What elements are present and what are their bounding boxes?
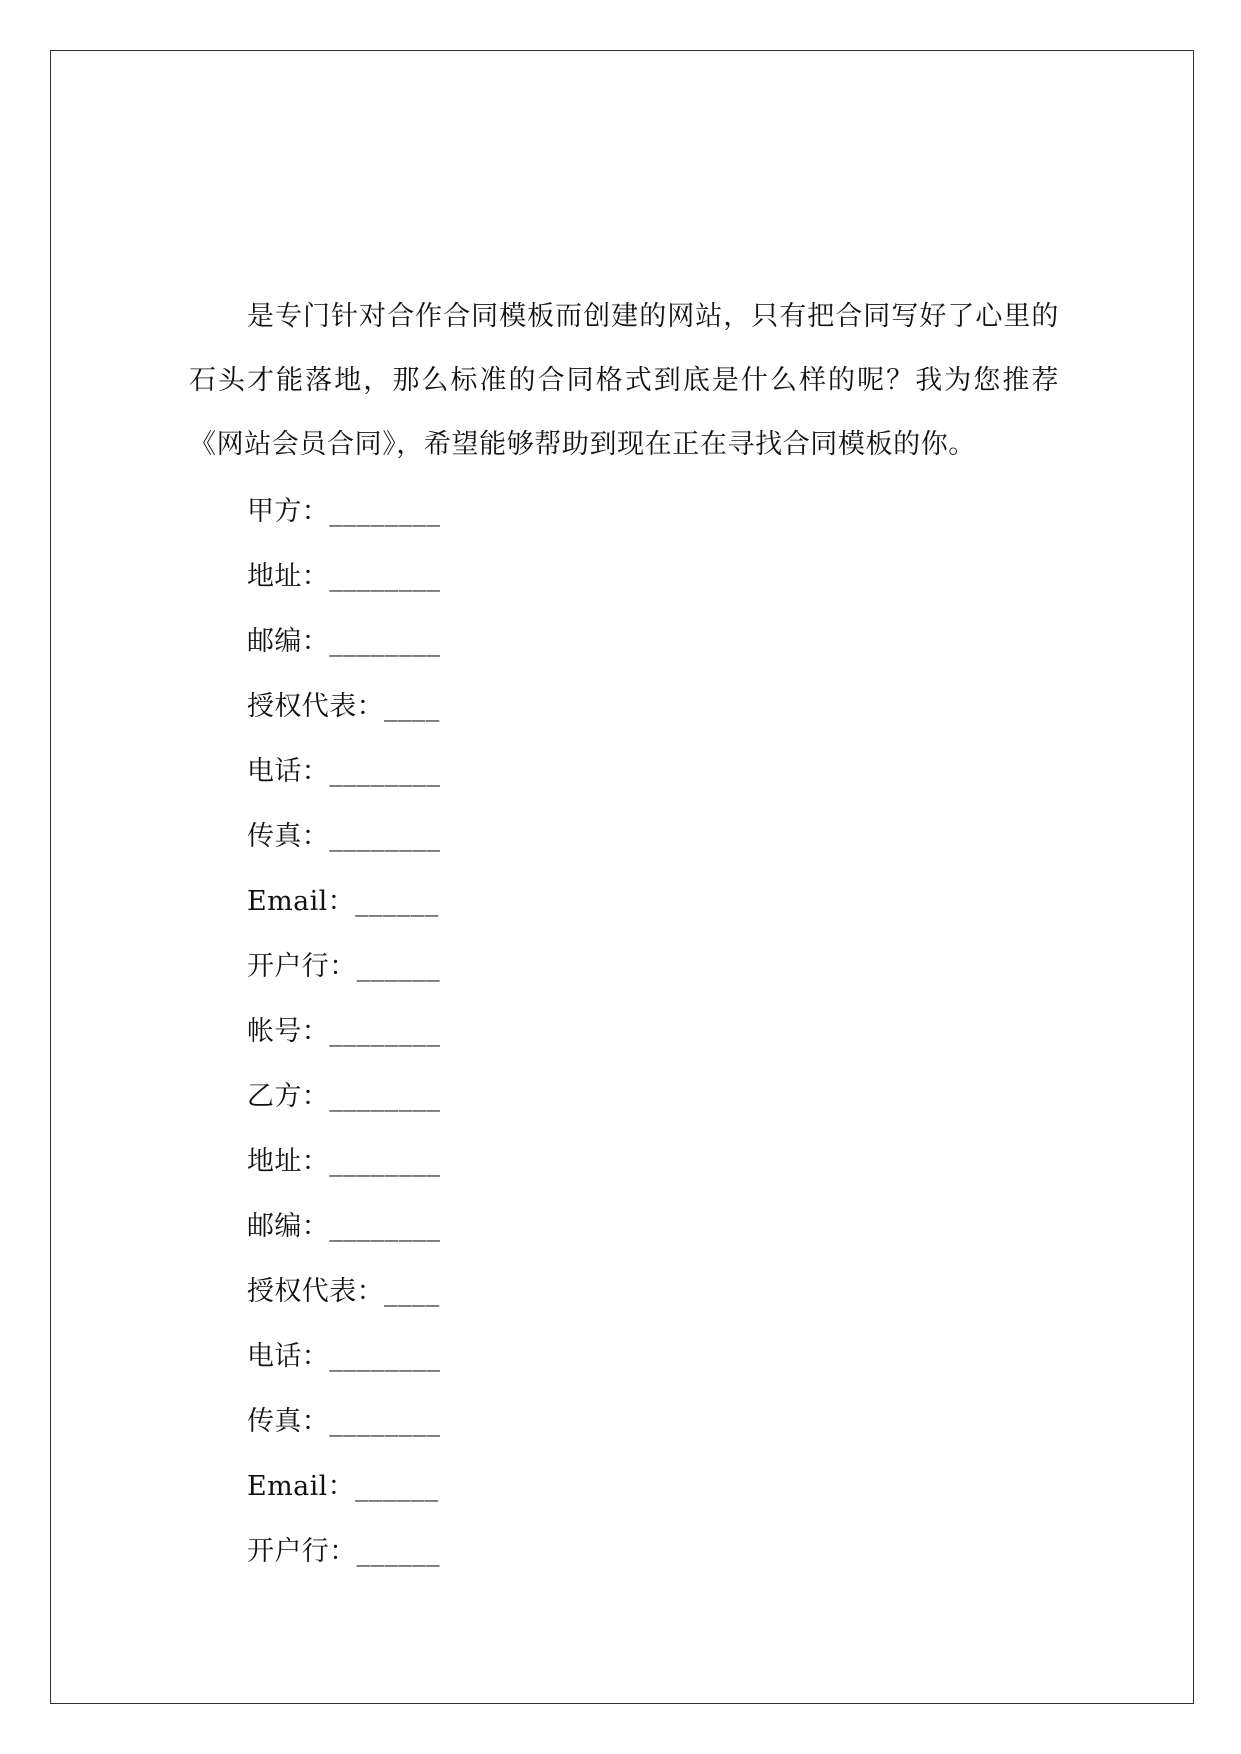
field-label: 乙方： (247, 1081, 330, 1112)
field-fax-b (189, 1389, 1059, 1454)
field-label: 开户行： (247, 1536, 357, 1567)
field-blank: ______ (356, 1536, 441, 1567)
field-representative-a (189, 674, 1059, 739)
field-blank: ________ (329, 1146, 441, 1177)
field-party-b (189, 1064, 1059, 1129)
field-blank: ____ (384, 691, 440, 722)
field-blank: ________ (329, 1211, 441, 1242)
field-blank: ________ (329, 756, 441, 787)
field-label: Email： (247, 1471, 356, 1502)
field-blank: ________ (329, 1341, 441, 1372)
field-blank: ________ (329, 1406, 441, 1437)
field-blank: ______ (355, 1471, 439, 1502)
field-bank-b (189, 1519, 1059, 1584)
field-label: 甲方： (247, 496, 330, 527)
field-email-b (189, 1454, 1059, 1519)
field-label: 帐号： (247, 1016, 330, 1047)
field-representative-b (189, 1259, 1059, 1324)
field-blank: ________ (329, 496, 441, 527)
field-label: 地址： (247, 1146, 330, 1177)
field-label: 地址： (247, 561, 330, 592)
field-label: 传真： (247, 821, 330, 852)
field-label: Email： (247, 886, 356, 917)
document-body (189, 285, 1059, 1584)
field-bank-a (189, 934, 1059, 999)
field-email-a (189, 869, 1059, 934)
field-postcode-b (189, 1194, 1059, 1259)
field-blank: ________ (329, 1016, 441, 1047)
field-label: 传真： (247, 1406, 330, 1437)
field-blank: ________ (329, 821, 441, 852)
field-account-a (189, 999, 1059, 1064)
field-phone-a (189, 739, 1059, 804)
field-phone-b (189, 1324, 1059, 1389)
intro-paragraph: 是专门针对合作合同模板而创建的网站，只有把合同写好了心里的石头才能落地，那么标准的合同格式到底是什么样的呢？我为您推荐《网站会员合同》，希望能够帮助到现在正在寻找合同模板的你。 (189, 301, 1059, 460)
field-blank: ____ (384, 1276, 440, 1307)
field-label: 邮编： (247, 1211, 330, 1242)
field-label: 授权代表： (247, 691, 384, 722)
field-address-a (189, 544, 1059, 609)
field-address-b (189, 1129, 1059, 1194)
field-label: 授权代表： (247, 1276, 384, 1307)
field-label: 邮编： (247, 626, 330, 657)
field-postcode-a (189, 609, 1059, 674)
field-fax-a (189, 804, 1059, 869)
field-blank: ________ (329, 561, 441, 592)
field-party-a (189, 479, 1059, 544)
contract-fields (189, 479, 1059, 1584)
field-blank: ________ (329, 626, 441, 657)
field-blank: ______ (356, 951, 441, 982)
field-blank: ______ (355, 886, 439, 917)
field-label: 电话： (247, 1341, 330, 1372)
field-label: 开户行： (247, 951, 357, 982)
field-label: 电话： (247, 756, 330, 787)
field-blank: ________ (329, 1081, 441, 1112)
